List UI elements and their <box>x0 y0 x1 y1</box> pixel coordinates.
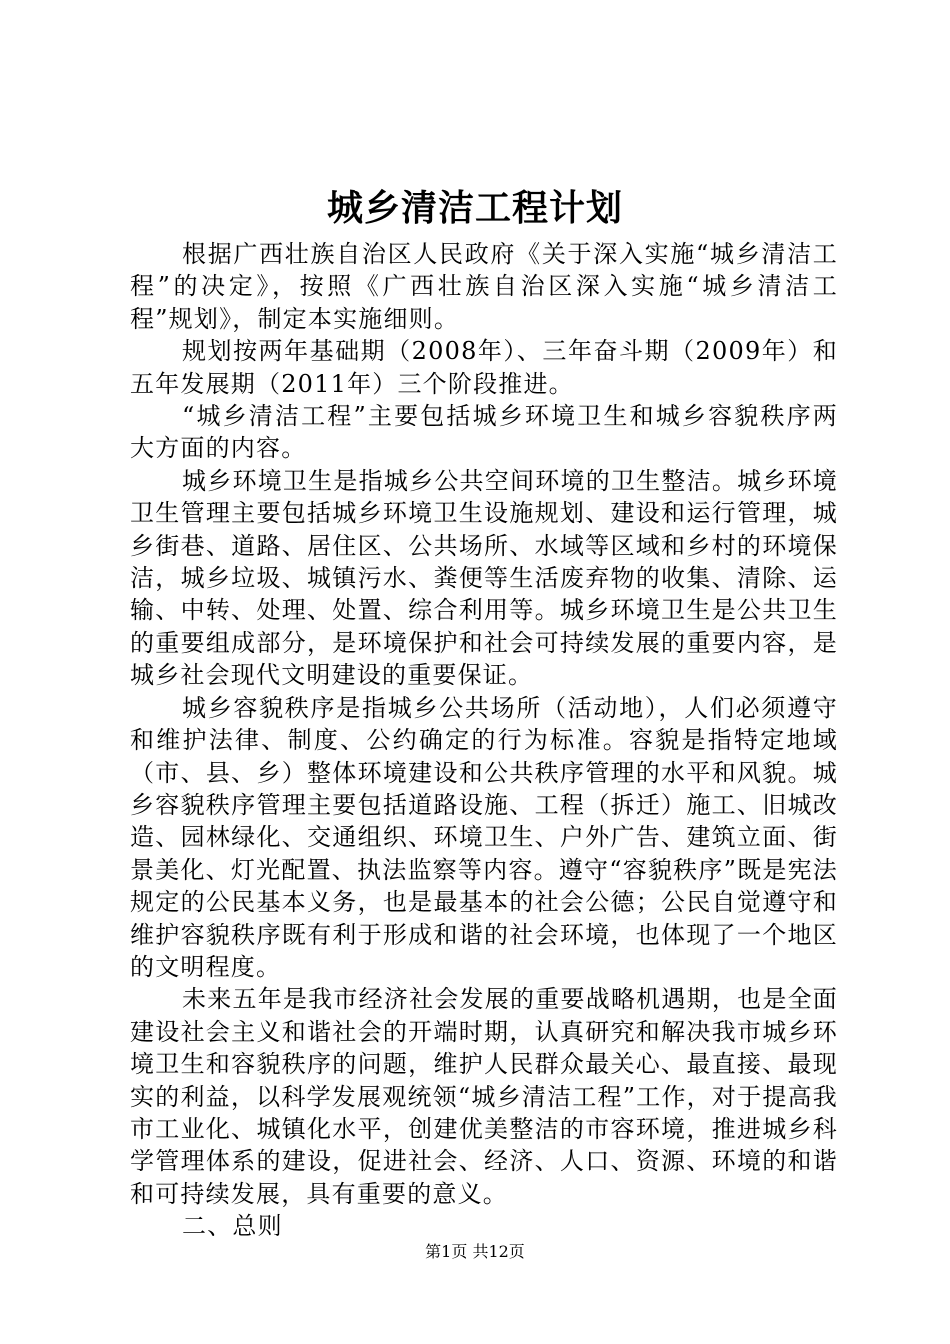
section-heading: 二、总则 <box>182 1212 283 1241</box>
document-title: 城乡清洁工程计划 <box>326 187 623 229</box>
page-indicator: 第1页 共12页 <box>425 1242 525 1261</box>
paragraph-intro: 根据广西壮族自治区人民政府《关于深入实施“城乡清洁工程”的决定》，按照《广西壮族自治区深入实施“城乡清洁工程”规划》，制定本实施细则。 <box>130 240 838 333</box>
document-body <box>130 238 838 1243</box>
paragraph-scope: “城乡清洁工程”主要包括城乡环境卫生和城乡容貌秩序两大方面的内容。 <box>130 402 838 463</box>
paragraph-environmental-sanitation: 城乡环境卫生是指城乡公共空间环境的卫生整洁。城乡环境卫生管理主要包括城乡环境卫生设施规划、建设和运行管理，城乡街巷、道路、居住区、公共场所、水域等区域和乡村的环境保洁，城乡垃圾、城镇污水、粪便等生活废弃物的收集、清除、运输、中转、处理、处置、综合利用等。城乡环境卫生是公共卫生的重要组成部分，是环境保护和社会可持续发展的重要内容，是城乡社会现代文明建设的重要保证。 <box>130 466 838 690</box>
paragraph-significance: 未来五年是我市经济社会发展的重要战略机遇期，也是全面建设社会主义和谐社会的开端时期，认真研究和解决我市城乡环境卫生和容貌秩序的问题，维护人民群众最关心、最直接、最现实的利益，以科学发展观统领“城乡清洁工程”工作，对于提高我市工业化、城镇化水平，创建优美整洁的市容环境，推进城乡科学管理体系的建设，促进社会、经济、人口、资源、环境的和谐和可持续发展，具有重要的意义。 <box>130 985 838 1208</box>
paragraph-appearance-order: 城乡容貌秩序是指城乡公共场所（活动地），人们必须遵守和维护法律、制度、公约确定的行为标准。容貌是指特定地域（市、县、乡）整体环境建设和公共秩序管理的水平和风貌。城乡容貌秩序管理主要包括道路设施、工程（拆迁）施工、旧城改造、园林绿化、交通组织、环境卫生、户外广告、建筑立面、街景美化、灯光配置、执法监察等内容。遵守“容貌秩序”既是宪法规定的公民基本义务，也是最基本的社会公德；公民自觉遵守和维护容貌秩序既有利于形成和谐的社会环境，也体现了一个地区的文明程度。 <box>130 693 838 981</box>
paragraph-phases: 规划按两年基础期（2008年）、三年奋斗期（2009年）和五年发展期（2011年）三个阶段推进。 <box>130 337 838 398</box>
